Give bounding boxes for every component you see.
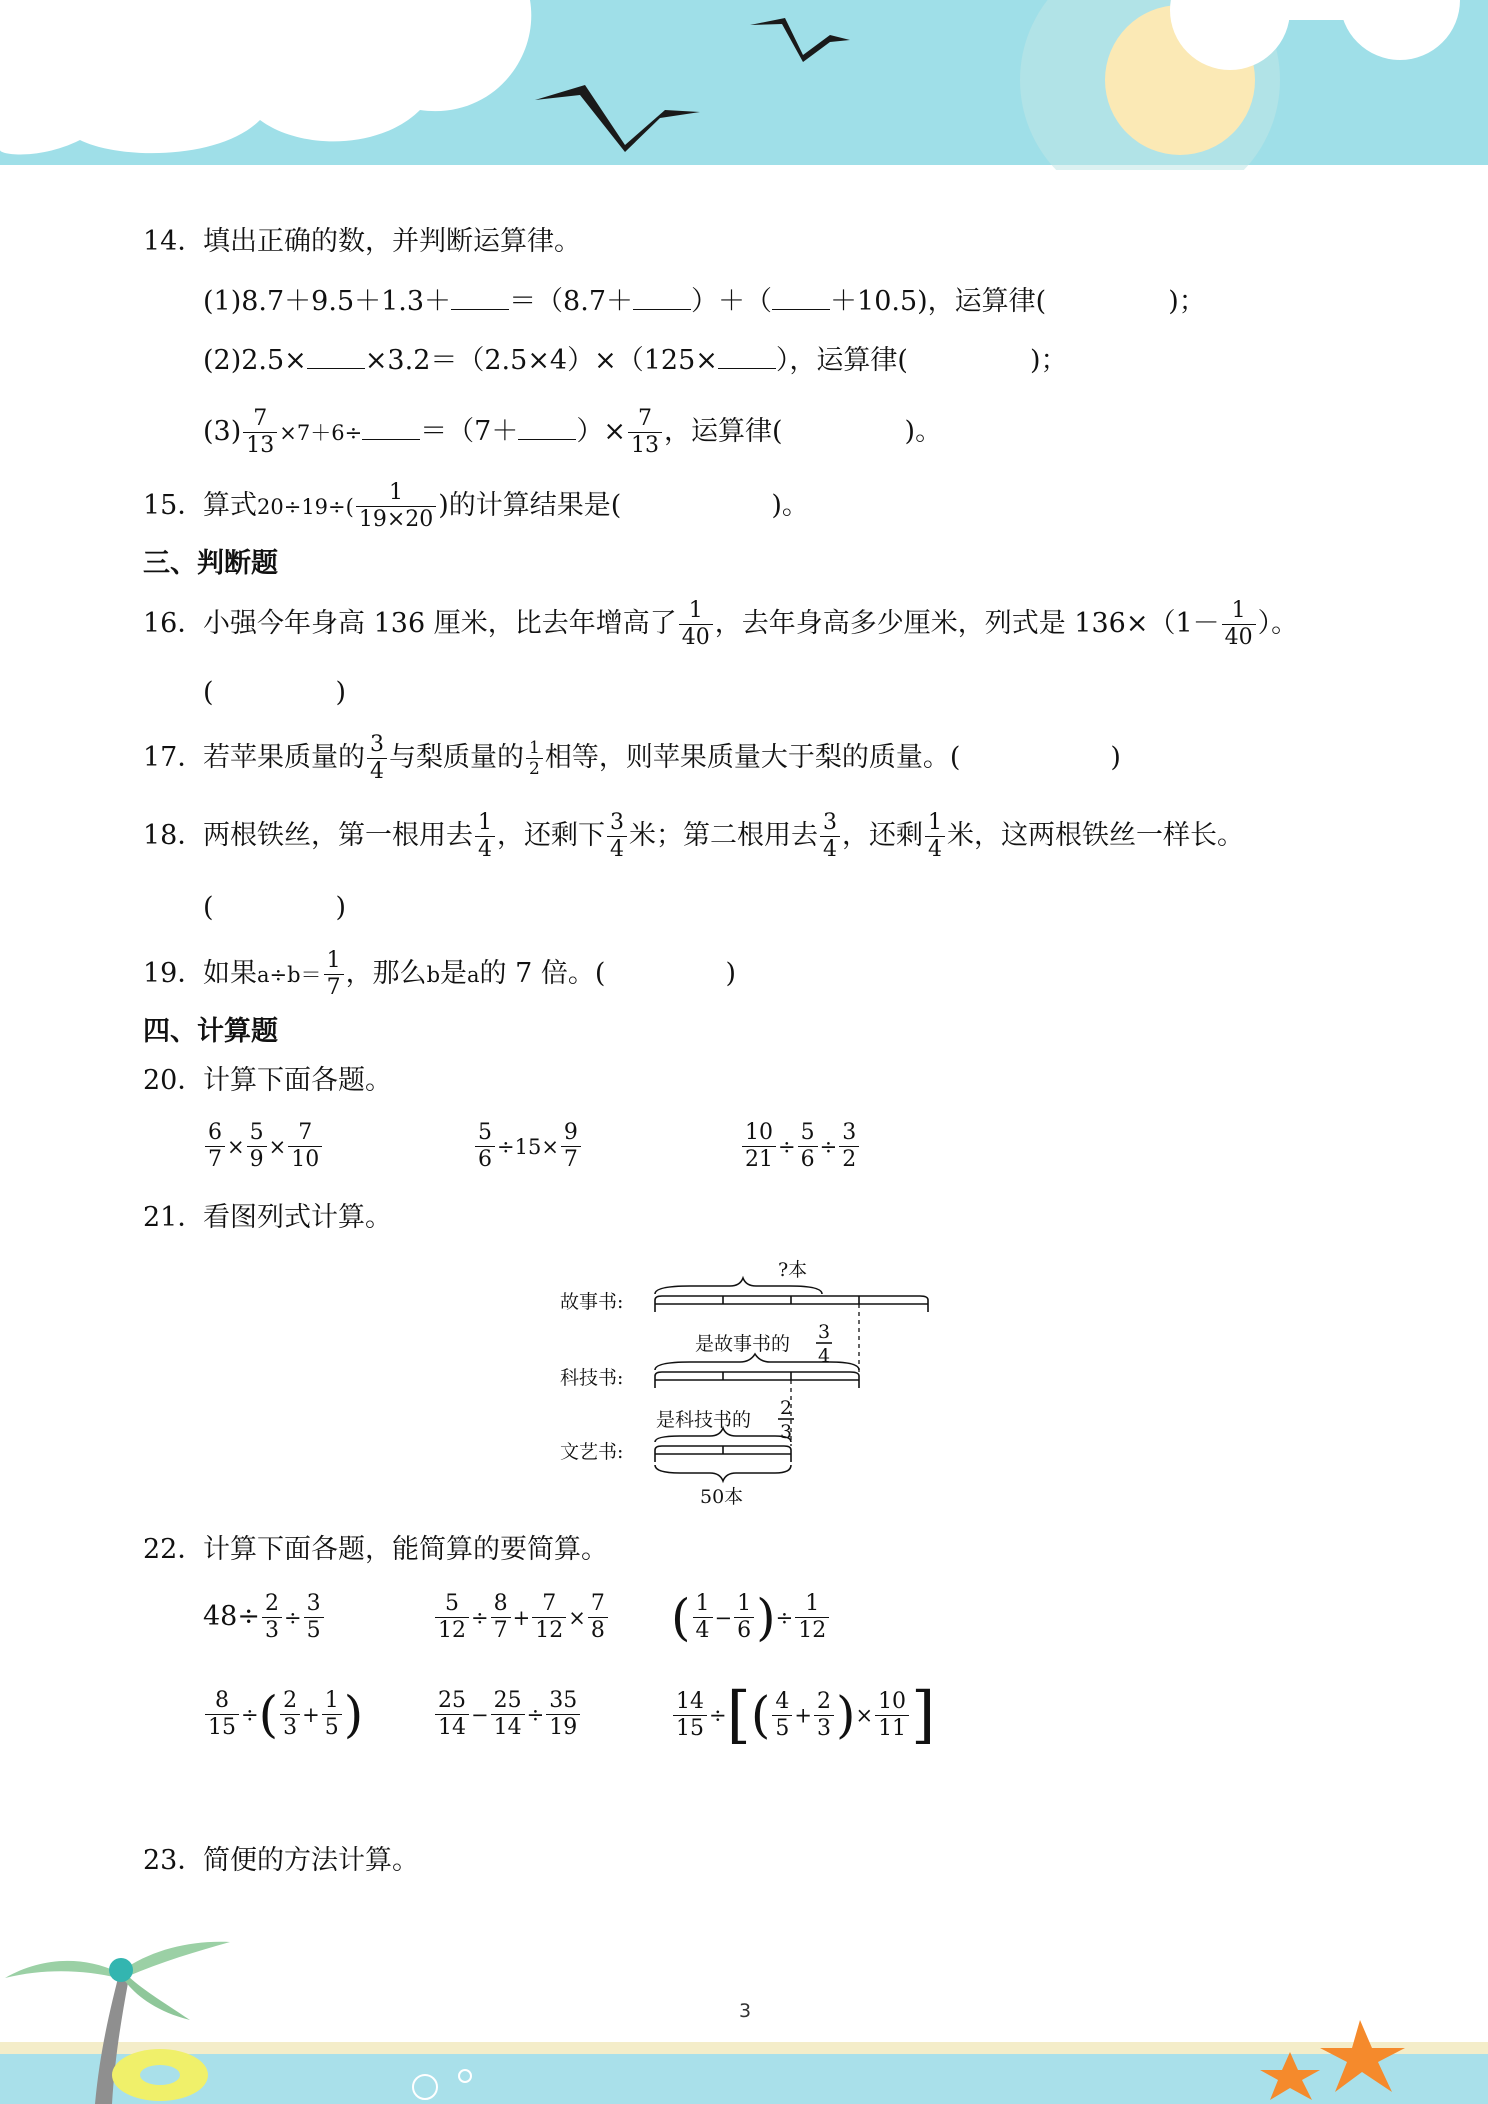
palm-leaf-icon bbox=[120, 1942, 230, 1978]
diagram-story-frac-d: 4 bbox=[818, 1345, 831, 1367]
q22-expr-2: $\frac{5}{12}$ ÷ $\frac{8}{7}$ + $\frac{7}{12}$ × $\frac{7}{8}$ bbox=[433, 1587, 610, 1648]
q19: 19．如果a÷b＝ $\frac{1}{7}$ ，那么b是a的 7 倍。( ) bbox=[143, 948, 736, 1000]
page-number: 3 bbox=[738, 2000, 752, 2022]
section-heading-calculation: 四、计算题 bbox=[143, 1016, 278, 1047]
footer-decoration bbox=[0, 1930, 1488, 2104]
q18-answer-parens[interactable]: ( ) bbox=[203, 892, 347, 923]
q14-part2: (2)2.5× ×3.2＝（2.5×4）×（125× ），运算律( )； bbox=[203, 340, 1068, 381]
q22-expr-1: 48÷ $\frac{2}{3}$ ÷ $\frac{3}{5}$ bbox=[203, 1587, 326, 1648]
coconut-icon bbox=[109, 1958, 133, 1982]
q16-answer-parens[interactable]: ( ) bbox=[203, 677, 347, 708]
diagram-label-story: 故事书: bbox=[560, 1291, 624, 1313]
q18: 18．两根铁丝，第一根用去 $\frac{1}{4}$ ，还剩下 $\frac{3}{4}$ 米；第二根用去 $\frac{3}{4}$ ，还剩 $\frac{1}{4}$ 米，这两根铁丝一样长。 bbox=[143, 810, 1244, 862]
q17: 17．若苹果质量的 $\frac{3}{4}$ 与梨质量的 $\frac{1}{2}$ 相等，则苹果质量大于梨的质量。( ) bbox=[143, 732, 1121, 784]
q14-part3: (3) $\frac{7}{13}$ ×7＋6÷ ＝（7＋ ）× $\frac{7}{13}$ ，运算律( )。 bbox=[203, 406, 943, 458]
q22-expr-5: $\frac{25}{14}$ − $\frac{25}{14}$ ÷ $\frac{35}{19}$ bbox=[433, 1684, 582, 1745]
q23-title: 23．简便的方法计算。 bbox=[143, 1845, 419, 1876]
sea-band bbox=[0, 2054, 1488, 2104]
diagram-bottom-count: 50本 bbox=[700, 1486, 744, 1508]
q21-title: 21．看图列式计算。 bbox=[143, 1202, 392, 1233]
q22-title: 22．计算下面各题，能简算的要简算。 bbox=[143, 1534, 608, 1565]
palm-leaf-icon bbox=[120, 1974, 190, 2020]
q20-expr-3: $\frac{10}{21}$ ÷ $\frac{5}{6}$ ÷ $\frac{3}{2}$ bbox=[740, 1116, 861, 1177]
q16: 16．小强今年身高 136 厘米，比去年增高了 $\frac{1}{40}$ ，去年身高多少厘米，列式是 136×（1－ $\frac{1}{40}$ ）。 bbox=[143, 598, 1299, 650]
diagram-label-art: 文艺书: bbox=[560, 1441, 624, 1463]
q20-expr-2: $\frac{5}{6}$ ÷15× $\frac{9}{7}$ bbox=[473, 1116, 583, 1177]
q14-title: 14．填出正确的数，并判断运算律。 bbox=[143, 226, 581, 257]
sand-strip bbox=[0, 2042, 1488, 2054]
q20-title: 20．计算下面各题。 bbox=[143, 1065, 392, 1096]
diagram-label-tech: 科技书: bbox=[560, 1367, 624, 1389]
section-heading-judgement: 三、判断题 bbox=[143, 548, 278, 579]
diagram-story-relation: 是故事书的 bbox=[695, 1333, 791, 1355]
q15: 15．算式20÷19÷( $\frac{1}{19\times 20}$ )的计算结果是( )。 bbox=[143, 480, 809, 532]
diagram-tech-frac-n: 2 bbox=[780, 1397, 793, 1419]
q20-expr-1: $\frac{6}{7}$ × $\frac{5}{9}$ × $\frac{7}{10}$ bbox=[203, 1116, 324, 1177]
palm-leaf-icon bbox=[5, 1961, 118, 1978]
q22-expr-4: $\frac{8}{15}$ ÷( $\frac{2}{3}$ + $\frac{1}{5}$ ) bbox=[203, 1684, 363, 1745]
worksheet-content-2 bbox=[143, 0, 1373, 2000]
q22-expr-6: $\frac{14}{15}$ ÷[( $\frac{4}{5}$ + $\frac{2}{3}$ )× $\frac{10}{11}$ ] bbox=[671, 1684, 935, 1746]
diagram-tech-frac-d: 3 bbox=[780, 1421, 793, 1443]
diagram-tech-relation: 是科技书的 bbox=[656, 1409, 752, 1431]
q14-part1: (1)8.7＋9.5＋1.3＋ ＝（8.7＋ ）＋（ ＋10.5)，运算律( )； bbox=[203, 281, 1206, 322]
diagram-story-frac-n: 3 bbox=[818, 1321, 831, 1343]
q22-expr-3: ( $\frac{1}{4}$ − $\frac{1}{6}$ )÷ $\frac{1}{12}$ bbox=[671, 1587, 831, 1648]
diagram-top-question: ?本 bbox=[778, 1259, 808, 1281]
